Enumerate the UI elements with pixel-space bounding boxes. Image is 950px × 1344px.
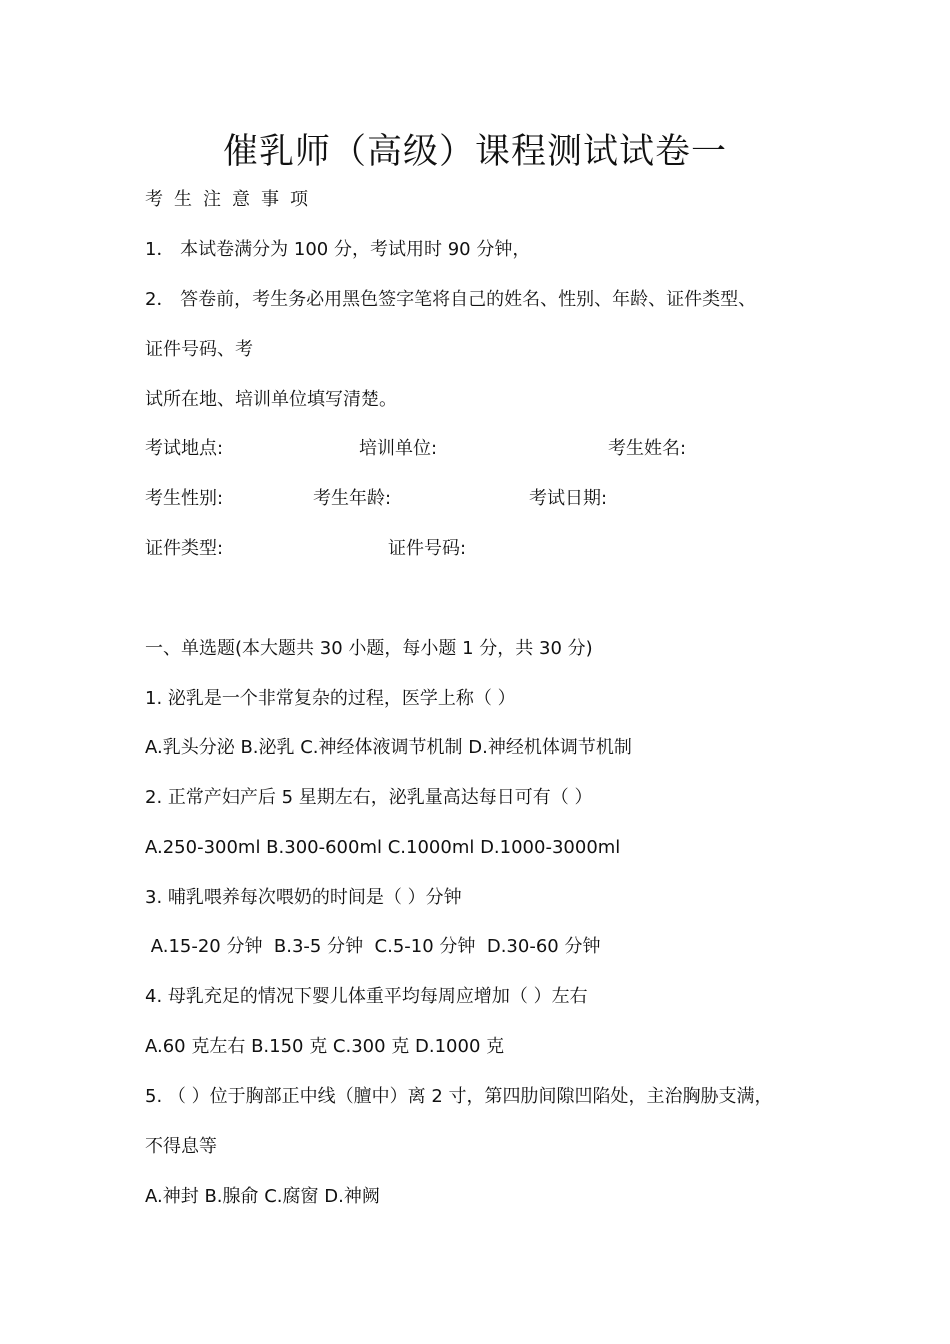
field-candidate-gender: 考生性别:	[145, 488, 224, 509]
notice-item-2-cont2: 试所在地、培训单位填写清楚。	[145, 389, 397, 410]
exam-title: 催乳师（高级）课程测试试卷一	[222, 132, 727, 172]
question-options: A.250-300ml B.300-600ml C.1000ml D.1000-3000ml	[145, 837, 621, 858]
field-exam-location: 考试地点:	[145, 438, 224, 459]
field-candidate-age: 考生年龄:	[313, 488, 392, 509]
notice-item-2: 2． 答卷前，考生务必用黑色签字笔将自己的姓名、性别、年龄、证件类型、	[145, 289, 757, 310]
question-options: A.乳头分泌 B.泌乳 C.神经体液调节机制 D.神经机体调节机制	[145, 737, 632, 758]
question-options: A.神封 B.腺俞 C.腐窗 D.神阙	[145, 1186, 380, 1207]
field-candidate-name: 考生姓名:	[608, 438, 687, 459]
question-stem-cont: 不得息等	[145, 1136, 217, 1157]
field-exam-date: 考试日期:	[529, 488, 608, 509]
question-options: A.15-20 分钟 B.3-5 分钟 C.5-10 分钟 D.30-60 分钟	[145, 936, 601, 957]
notice-item-2-cont: 证件号码、考	[145, 339, 253, 360]
question-stem: 3. 哺乳喂养每次喂奶的时间是（ ）分钟	[145, 887, 462, 908]
field-id-type: 证件类型:	[145, 538, 224, 559]
field-id-number: 证件号码:	[388, 538, 467, 559]
question-options: A.60 克左右 B.150 克 C.300 克 D.1000 克	[145, 1036, 505, 1057]
notice-heading: 考生注意事项	[145, 189, 319, 210]
question-stem: 4. 母乳充足的情况下婴儿体重平均每周应增加（ ）左右	[145, 986, 588, 1007]
question-stem: 1. 泌乳是一个非常复杂的过程，医学上称（ ）	[145, 688, 516, 709]
question-stem: 5. （ ）位于胸部正中线（膻中）离 2 寸，第四肋间隙凹陷处，主治胸胁支满，	[145, 1086, 773, 1107]
question-stem: 2. 正常产妇产后 5 星期左右，泌乳量高达每日可有（ ）	[145, 787, 593, 808]
field-training-unit: 培训单位:	[359, 438, 438, 459]
notice-item-1: 1． 本试卷满分为 100 分，考试用时 90 分钟，	[145, 239, 531, 260]
section-heading: 一、单选题(本大题共 30 小题，每小题 1 分，共 30 分)	[145, 638, 593, 659]
